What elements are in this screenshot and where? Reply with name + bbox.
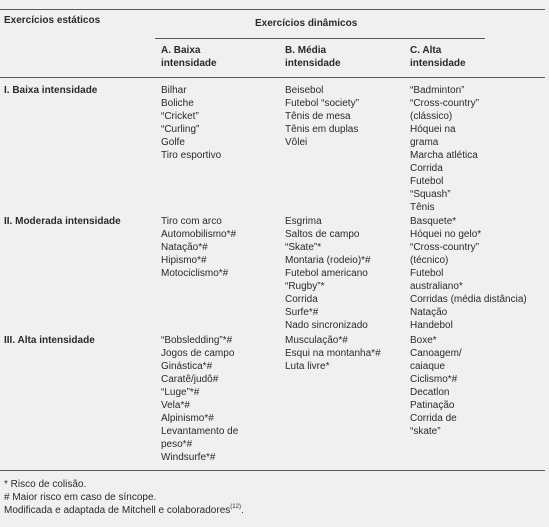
row3-col-a [161,334,238,464]
list-item: Levantamento de [161,426,239,437]
top-rule [0,9,545,10]
list-item: Boxe* [410,335,437,346]
row2-col-b [285,215,371,332]
header-col-c [410,44,466,70]
body-bottom-rule [0,470,545,471]
list-item: Golfe [161,137,185,148]
list-item: Corrida de [410,413,457,424]
list-item: Tênis em duplas [285,124,359,135]
row3-col-b [285,334,381,373]
header-col-a [161,44,217,70]
list-item: Musculação*# [285,335,348,346]
footnote-syncope: # Maior risco em caso de síncope. [4,492,157,503]
list-item: Ciclismo*# [410,374,458,385]
list-item: Ginástica*# [161,361,213,372]
list-item: Vela*# [161,400,190,411]
row2-col-c [410,215,527,332]
list-item: Jogos de campo [161,348,235,359]
list-item: Windsurfe*# [161,452,216,463]
header-static-exercises: Exercícios estáticos [4,15,101,26]
header-bottom-rule [0,77,545,78]
list-item: Futebol [410,268,444,279]
list-item: Esgrima [285,216,322,227]
group-underline [155,38,485,39]
header-col-b-line2: intensidade [285,58,341,69]
list-item: Hóquei no gelo* [410,229,482,240]
list-item: Alpinismo*# [161,413,214,424]
list-item: (clássico) [410,111,453,122]
header-col-b [285,44,341,70]
footnote-source-text: Modificada e adaptada de Mitchell e colaboradores [4,505,231,516]
list-item: Surfe*# [285,307,319,318]
list-item: Canoagem/ [410,348,462,359]
list-item: Esqui na montanha*# [285,348,381,359]
list-item: Tênis [410,202,435,213]
row1-col-c [410,84,479,214]
list-item: Beisebol [285,85,324,96]
list-item: Corrida [285,294,318,305]
list-item: Natação*# [161,242,208,253]
list-item: Marcha atlética [410,150,478,161]
row-label-low-intensity: I. Baixa intensidade [4,85,98,96]
list-item: caiaque [410,361,446,372]
row-label-high-intensity: III. Alta intensidade [4,335,95,346]
list-item: Hipismo*# [161,255,207,266]
list-item: “Cross-country” [410,98,479,109]
list-item: Natação [410,307,448,318]
header-col-b-line1: B. Média [285,45,327,56]
list-item: grama [410,137,439,148]
list-item: Basquete* [410,216,457,227]
header-col-a-line2: intensidade [161,58,217,69]
footnote-source-ref: (12) [230,504,241,510]
list-item: “Curling” [161,124,200,135]
list-item: “Cricket” [161,111,199,122]
list-item: peso*# [161,439,193,450]
list-item: Futebol americano [285,268,368,279]
list-item: Patinação [410,400,455,411]
list-item: Boliche [161,98,194,109]
list-item: “Bobsledding”*# [161,335,233,346]
list-item: “skate” [410,426,441,437]
row2-col-a [161,215,236,280]
footnote-source-end: . [240,505,244,516]
footnote-collision: * Risco de colisão. [4,479,87,490]
row3-col-c [410,334,462,438]
list-item: Tiro com arco [161,216,222,227]
row1-col-b [285,84,359,149]
list-item: Corridas (média distância) [410,294,527,305]
list-item: Luta livre* [285,361,330,372]
row1-col-a [161,84,221,162]
list-item: Montaria (rodeio)*# [285,255,371,266]
list-item: Caratê/judô# [161,374,219,385]
header-col-a-line1: A. Baixa [161,45,201,56]
list-item: “Cross-country” [410,242,479,253]
list-item: Hóquei na [410,124,456,135]
list-item: Futebol “society” [285,98,359,109]
list-item: Nado sincronizado [285,320,368,331]
list-item: (técnico) [410,255,449,266]
list-item: Vôlei [285,137,308,148]
row-label-moderate-intensity: II. Moderada intensidade [4,216,121,227]
list-item: Tiro esportivo [161,150,222,161]
list-item: “Skate”* [285,242,322,253]
header-dynamic-exercises: Exercícios dinâmicos [255,18,358,29]
list-item: “Rugby”* [285,281,325,292]
list-item: Decatlon [410,387,450,398]
list-item: “Badminton” [410,85,465,96]
list-item: Automobilismo*# [161,229,237,240]
header-col-c-line1: C. Alta [410,45,442,56]
list-item: Handebol [410,320,453,331]
list-item: Futebol [410,176,444,187]
list-item: “Squash” [410,189,451,200]
list-item: australiano* [410,281,463,292]
list-item: Corrida [410,163,443,174]
list-item: Bilhar [161,85,187,96]
list-item: Motociclismo*# [161,268,229,279]
list-item: Saltos de campo [285,229,360,240]
header-col-c-line2: intensidade [410,58,466,69]
list-item: “Luge”*# [161,387,200,398]
footnote-source [4,504,244,517]
list-item: Tênis de mesa [285,111,351,122]
